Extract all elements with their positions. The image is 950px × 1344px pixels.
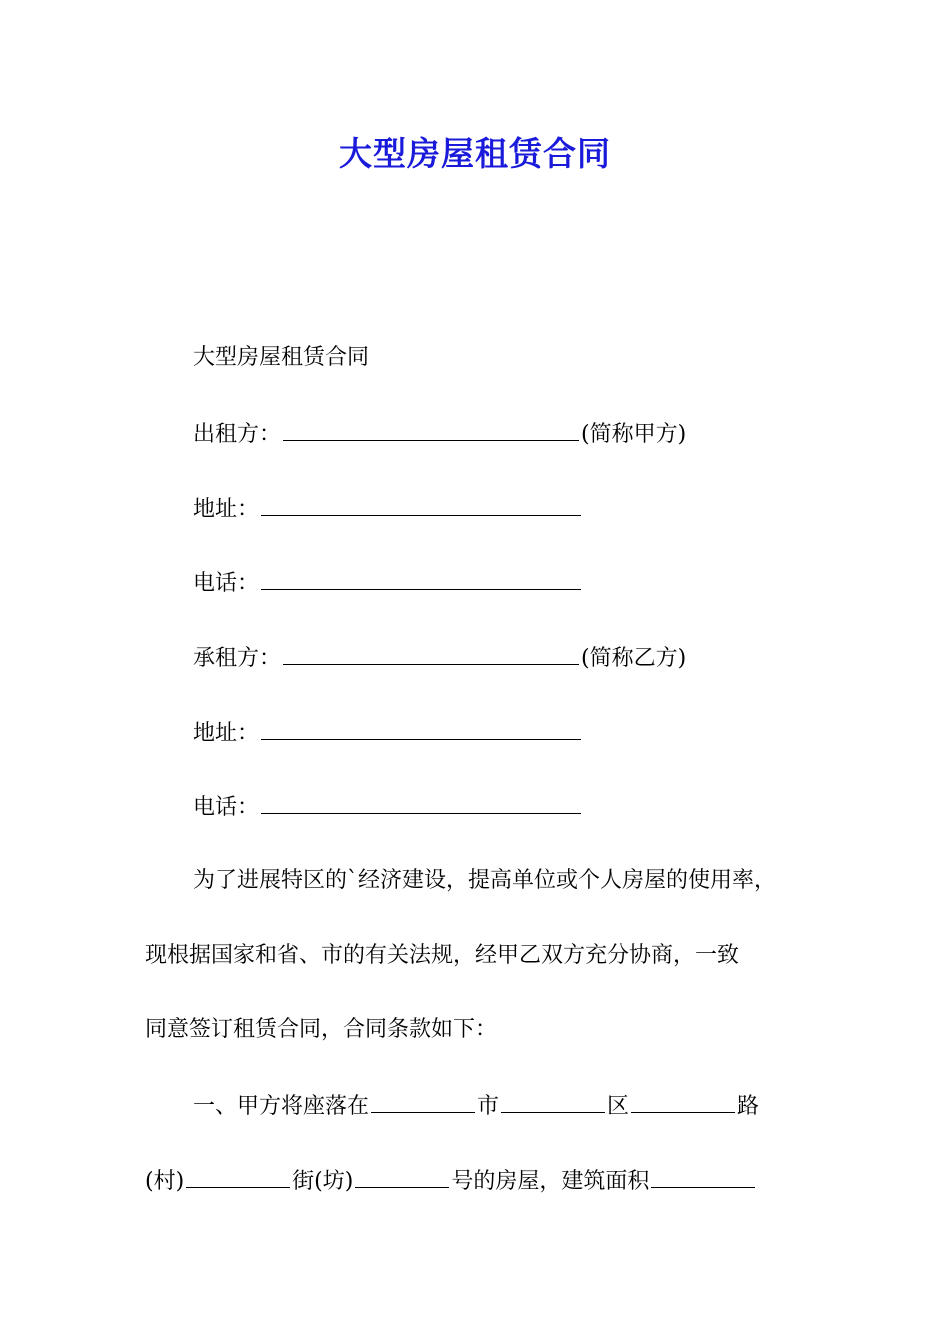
lessee-address-line bbox=[193, 717, 583, 749]
road-blank[interactable] bbox=[631, 1090, 735, 1113]
lessee-line bbox=[193, 642, 686, 674]
lessee-name-blank[interactable] bbox=[283, 642, 579, 665]
intro-line-3: 同意签订租赁合同，合同条款如下： bbox=[145, 1017, 498, 1042]
lessor-suffix: (简称甲方) bbox=[581, 422, 687, 447]
clause1-line-1 bbox=[193, 1090, 759, 1122]
city-blank[interactable] bbox=[371, 1090, 475, 1113]
contract-heading: 大型房屋租赁合同 bbox=[193, 345, 370, 370]
intro-line-1: 为了进展特区的`经济建设，提高单位或个人房屋的使用率， bbox=[193, 868, 777, 893]
district-blank[interactable] bbox=[501, 1090, 605, 1113]
lessor-name-blank[interactable] bbox=[283, 418, 579, 441]
clause1-prefix: 一、甲方将座落在 bbox=[193, 1094, 370, 1119]
clause1-city: 市 bbox=[477, 1094, 500, 1119]
lessor-line bbox=[193, 418, 686, 450]
lessee-phone-blank[interactable] bbox=[261, 791, 581, 814]
street-blank[interactable] bbox=[355, 1165, 449, 1188]
clause1-line-2 bbox=[145, 1165, 757, 1197]
clause1-house: 号的房屋，建筑面积 bbox=[451, 1169, 650, 1194]
clause1-street: 街(坊) bbox=[292, 1169, 354, 1194]
lessor-phone-line bbox=[193, 567, 583, 599]
clause1-road: 路 bbox=[737, 1094, 760, 1119]
lessor-address-line bbox=[193, 493, 583, 525]
lessor-phone-label: 电话： bbox=[193, 571, 260, 596]
lessor-phone-blank[interactable] bbox=[261, 567, 581, 590]
document-title: 大型房屋租赁合同 bbox=[339, 134, 611, 173]
lessor-address-label: 地址： bbox=[193, 497, 260, 522]
lessor-address-blank[interactable] bbox=[261, 493, 581, 516]
lessee-label: 承租方： bbox=[193, 646, 282, 671]
clause1-village: (村) bbox=[145, 1169, 185, 1194]
lessor-label: 出租方： bbox=[193, 422, 282, 447]
village-blank[interactable] bbox=[186, 1165, 290, 1188]
lessee-address-blank[interactable] bbox=[261, 717, 581, 740]
lessee-suffix: (简称乙方) bbox=[581, 646, 687, 671]
area-blank[interactable] bbox=[651, 1165, 755, 1188]
lessee-phone-line bbox=[193, 791, 583, 823]
lessee-address-label: 地址： bbox=[193, 721, 260, 746]
clause1-district: 区 bbox=[607, 1094, 630, 1119]
intro-line-2: 现根据国家和省、市的有关法规，经甲乙双方充分协商，一致 bbox=[145, 943, 740, 968]
lessee-phone-label: 电话： bbox=[193, 795, 260, 820]
